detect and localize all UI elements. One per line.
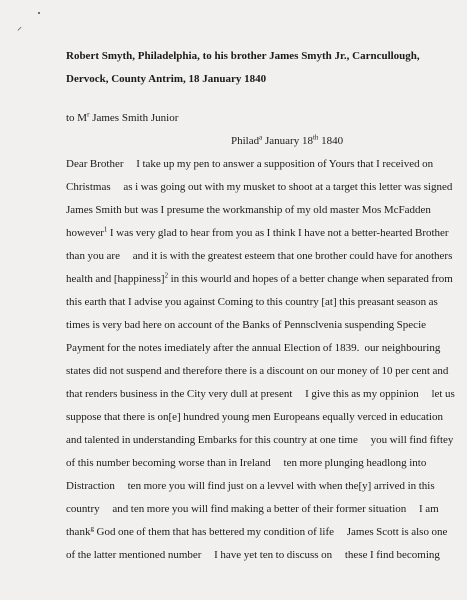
body-line (66, 526, 447, 539)
body-line: and talented in understanding Embarks for this country at one time you will find fiftey (66, 434, 454, 446)
body-line (66, 227, 449, 240)
addressee-prefix: to M (66, 112, 88, 124)
footnote-ref-g: g (90, 524, 94, 533)
dateline-day-sup: th (312, 133, 319, 142)
dateline (231, 135, 343, 148)
dateline-place-sup: a (259, 133, 263, 142)
body-line: this earth that I advise you against Coming to this country [at] this preasant season as (66, 296, 438, 308)
document-title-line-1: Robert Smyth, Philadelphia, to his brother James Smyth Jr., Carncullough, (66, 50, 420, 62)
ink-speck (38, 12, 40, 14)
addressee-line (66, 112, 178, 125)
body-line: than you are and it is with the greatest esteem that one brother could have for anothers (66, 250, 453, 262)
body-text: health and [happiness] (66, 273, 165, 285)
dateline-month-day: January 18 (262, 135, 313, 147)
body-line: James Smith but was I presume the workmanship of my old master Mos McFadden (66, 204, 431, 216)
body-line: country and ten more you will find making a better of their former situation I am (66, 503, 439, 515)
body-line: that renders business in the City very dull at present I give this as my oppinion let us (66, 388, 455, 400)
body-line: Distraction ten more you will find just on a levvel with when the[y] arrived in this (66, 480, 435, 492)
body-line: Christmas as i was going out with my musket to shoot at a target this letter was signed (66, 181, 453, 193)
body-line: times is very bad here on account of the Banks of Pennsclvenia suspending Specie (66, 319, 427, 331)
body-text: in this wourld and hopes of a better change when separated from (168, 273, 453, 285)
body-line: Dear Brother I take up my pen to answer a supposition of Yours that I received on (66, 158, 434, 170)
body-text: God one of them that has bettered my condition of life James Scott is also one (93, 526, 448, 538)
body-line: Payment for the notes imediately after the annual Election of 1839. our neighbouring (66, 342, 441, 354)
footnote-ref-1: 1 (103, 225, 108, 234)
body-text: however (66, 227, 104, 239)
addressee-sup: r (87, 110, 90, 119)
addressee-name: James Smith Junior (89, 112, 179, 124)
margin-mark: ⸍ (17, 26, 22, 37)
dateline-year: 1840 (318, 135, 344, 147)
body-line (66, 273, 453, 286)
footnote-ref-2: 2 (164, 271, 169, 280)
body-text: thank (66, 526, 91, 538)
body-line: states did not suspend and therefore there is a discount on our money of 10 per cent and (66, 365, 449, 377)
body-text: I was very glad to hear from you as I think I have not a better-hearted Brother (107, 227, 449, 239)
body-line: suppose that there is on[e] hundred young men Europeans equally verced in education (66, 411, 443, 423)
body-line: of this number becoming worse than in Ireland ten more plunging headlong into (66, 457, 427, 469)
body-line: of the latter mentioned number I have yet ten to discuss on these I find becoming (66, 549, 440, 561)
dateline-place: Philad (231, 135, 260, 147)
document-title-line-2: Dervock, County Antrim, 18 January 1840 (66, 73, 267, 85)
